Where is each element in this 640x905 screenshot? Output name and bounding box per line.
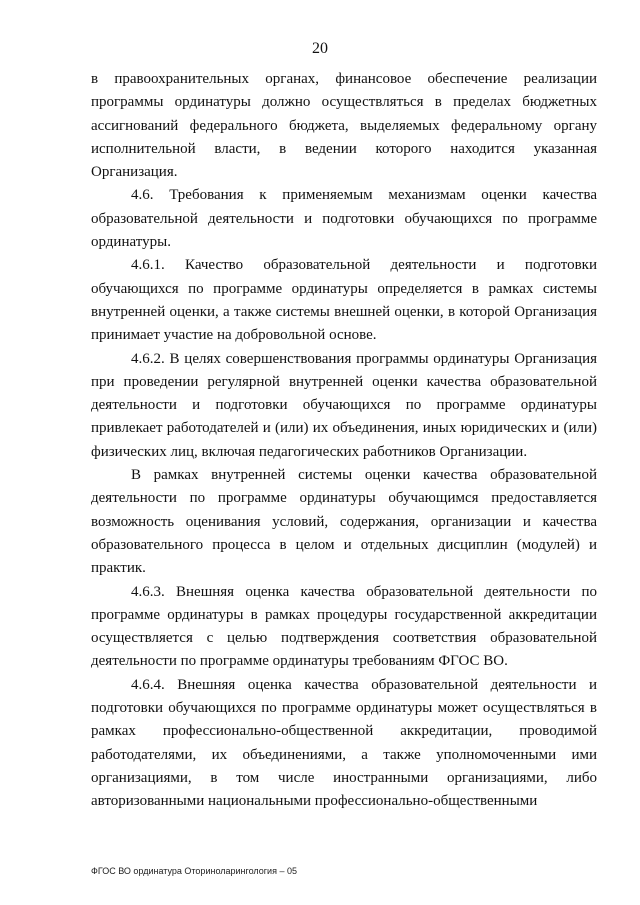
paragraph-continuation: в правоохранительных органах, финансовое обеспечение реализации программы ординатуры должно осуществляться в пределах бюджетных ассигнований федерального бюджета, выделяемых федеральному органу исполнительной власти, в ведении которого находится указанная Организация. (91, 71, 597, 181)
document-body (91, 68, 597, 814)
paragraph-internal-assessment: В рамках внутренней системы оценки качества образовательной деятельности по программе ординатуры обучающимся предоставляется возможность оценивания условий, содержания, организации и качества образовательного процесса в целом и отдельных дисциплин (модулей) и практик. (91, 467, 597, 577)
paragraph-4-6-3: 4.6.3. Внешняя оценка качества образовательной деятельности по программе ординатуры в рамках процедуры государственной аккредитации осуществляется с целью подтверждения соответствия образовательной деятельности по программе ординатуры требованиям ФГОС ВО. (91, 583, 597, 670)
paragraph-4-6-2: 4.6.2. В целях совершенствования программы ординатуры Организация при проведении регулярной внутренней оценки качества образовательной деятельности и подготовки обучающихся по программе ординатуры привлекает работодателей и (или) их объединения, иных юридических и (или) физических лиц, включая педагогических работников Организации. (91, 350, 597, 460)
page-number: 20 (312, 40, 328, 57)
paragraph-4-6: 4.6. Требования к применяемым механизмам оценки качества образовательной деятельности и подготовки обучающихся по программе ординатуры. (91, 187, 597, 251)
paragraph-4-6-4: 4.6.4. Внешняя оценка качества образовательной деятельности и подготовки обучающихся по программе ординатуры может осуществляться в рамках профессионально-общественной аккредитации, проводимой работодателями, их объединениями, а также уполномоченными ими организациями, в том числе иностранными организациями, либо авторизованными национальными профессионально-общественными (91, 676, 597, 810)
page-footer: ФГОС ВО ординатура Оториноларингология – 05 (91, 866, 297, 876)
paragraph-4-6-1: 4.6.1. Качество образовательной деятельности и подготовки обучающихся по программе ординатуры определяется в рамках системы внутренней оценки, а также системы внешней оценки, в которой Организация принимает участие на добровольной основе. (91, 257, 597, 344)
